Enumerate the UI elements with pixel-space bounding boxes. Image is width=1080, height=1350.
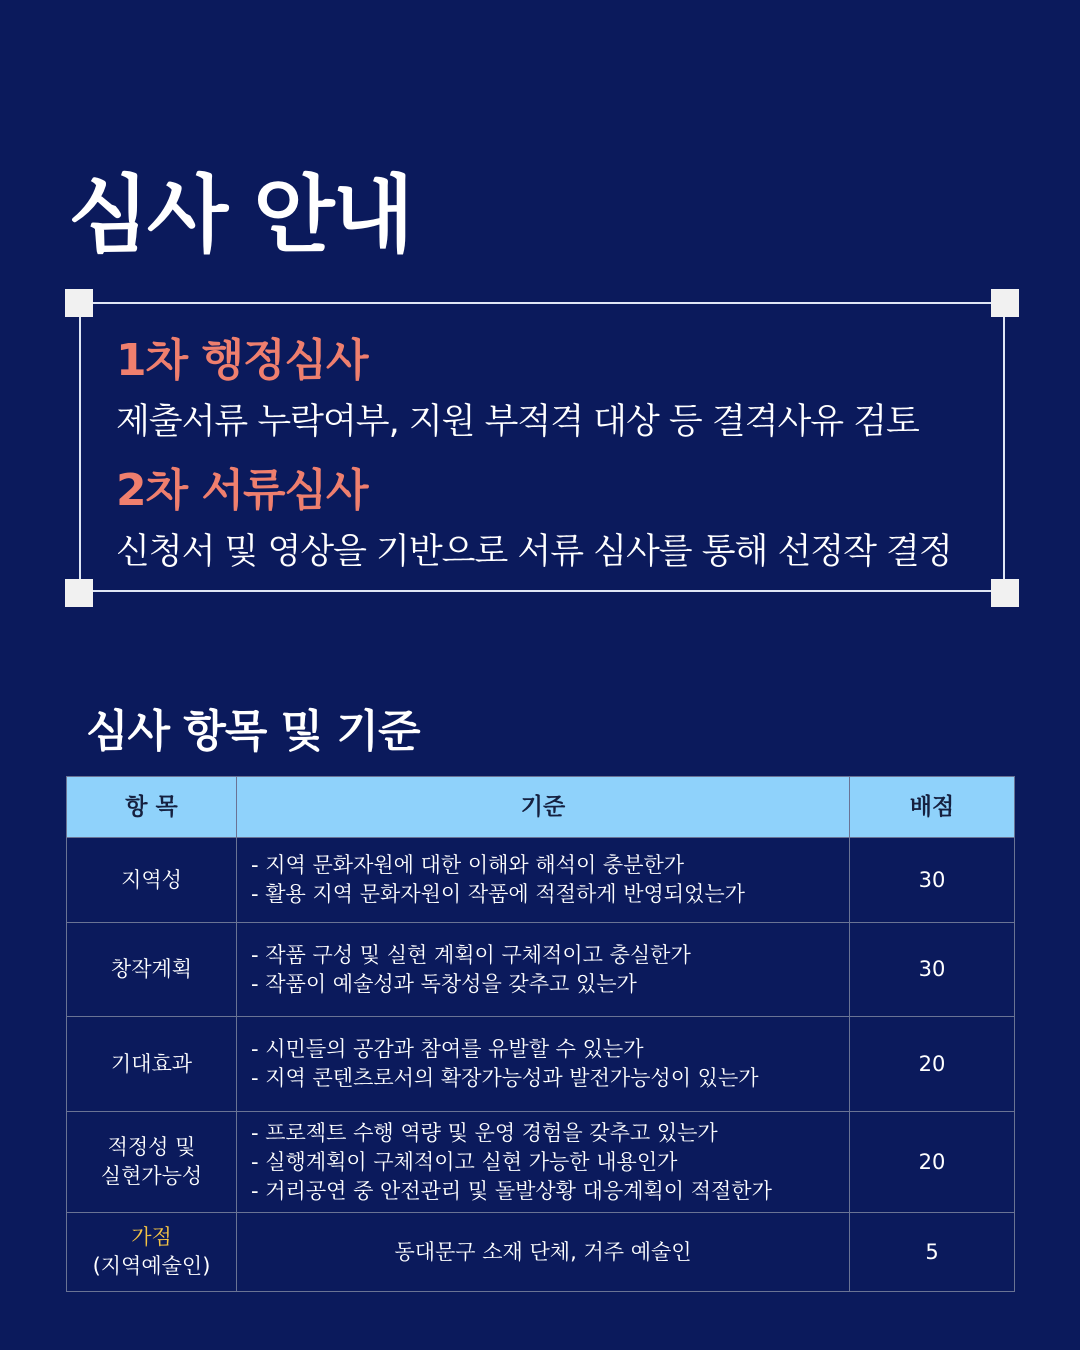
criteria-line: - 프로젝트 수행 역량 및 운영 경험을 갖추고 있는가: [251, 1120, 718, 1145]
table-header-row: [67, 777, 1015, 838]
bonus-label: 가점: [131, 1225, 172, 1249]
criteria-line: - 거리공연 중 안전관리 및 돌발상황 대응계획이 적절한가: [251, 1178, 772, 1203]
row-criteria: [237, 1112, 850, 1213]
row-item: [67, 923, 237, 1017]
header-item: 항 목: [67, 777, 237, 838]
row-criteria: [237, 923, 850, 1017]
row-score: 30: [850, 838, 1015, 923]
frame-corner-top-right: [991, 289, 1019, 317]
row-item: [67, 838, 237, 923]
row-item: [67, 1112, 237, 1213]
item-label: (지역예술인): [92, 1254, 211, 1278]
row-score: 20: [850, 1112, 1015, 1213]
stage-2: [116, 464, 952, 576]
criteria-section-title: 심사 항목 및 기준: [86, 706, 420, 757]
frame-corner-bottom-right: [991, 579, 1019, 607]
stage-1: [116, 334, 919, 446]
page-title: 심사 안내: [68, 166, 412, 264]
item-label: 기대효과: [110, 1051, 193, 1076]
frame-corner-top-left: [65, 289, 93, 317]
stage-1-title: 1차 행정심사: [116, 335, 368, 386]
table-row: [67, 838, 1015, 923]
criteria-line: - 실행계획이 구체적이고 실현 가능한 내용인가: [251, 1149, 678, 1174]
row-item: [67, 1017, 237, 1112]
stage-1-description: 제출서류 누락여부, 지원 부적격 대상 등 결격사유 검토: [116, 402, 919, 442]
item-label: 적정성 및: [107, 1135, 196, 1159]
criteria-table: [66, 776, 1015, 1292]
row-score: 5: [850, 1213, 1015, 1292]
criteria-line: 동대문구 소재 단체, 거주 예술인: [394, 1239, 692, 1264]
stage-2-title: 2차 서류심사: [116, 465, 368, 516]
header-score: 배점: [850, 777, 1015, 838]
row-criteria: [237, 1017, 850, 1112]
table-row: [67, 1017, 1015, 1112]
criteria-line: - 작품 구성 및 실현 계획이 구체적이고 충실한가: [251, 942, 691, 967]
table-row: [67, 923, 1015, 1017]
row-score: 20: [850, 1017, 1015, 1112]
criteria-line: - 지역 콘텐츠로서의 확장가능성과 발전가능성이 있는가: [251, 1066, 759, 1090]
table-row: [67, 1213, 1015, 1292]
row-criteria: [237, 838, 850, 923]
header-criteria: 기준: [237, 777, 850, 838]
criteria-line: - 시민들의 공감과 참여를 유발할 수 있는가: [251, 1037, 644, 1061]
item-label: 실현가능성: [100, 1164, 203, 1188]
item-label: 창작계획: [110, 957, 193, 981]
table-row: [67, 1112, 1015, 1213]
row-criteria: [237, 1213, 850, 1292]
frame-corner-bottom-left: [65, 579, 93, 607]
item-label: 지역성: [121, 867, 182, 892]
criteria-line: - 지역 문화자원에 대한 이해와 해석이 충분한가: [251, 853, 685, 877]
criteria-line: - 활용 지역 문화자원이 작품에 적절하게 반영되었는가: [251, 882, 745, 906]
row-item: [67, 1213, 237, 1292]
stage-2-description: 신청서 및 영상을 기반으로 서류 심사를 통해 선정작 결정: [116, 532, 952, 572]
criteria-line: - 작품이 예술성과 독창성을 갖추고 있는가: [251, 971, 637, 996]
row-score: 30: [850, 923, 1015, 1017]
